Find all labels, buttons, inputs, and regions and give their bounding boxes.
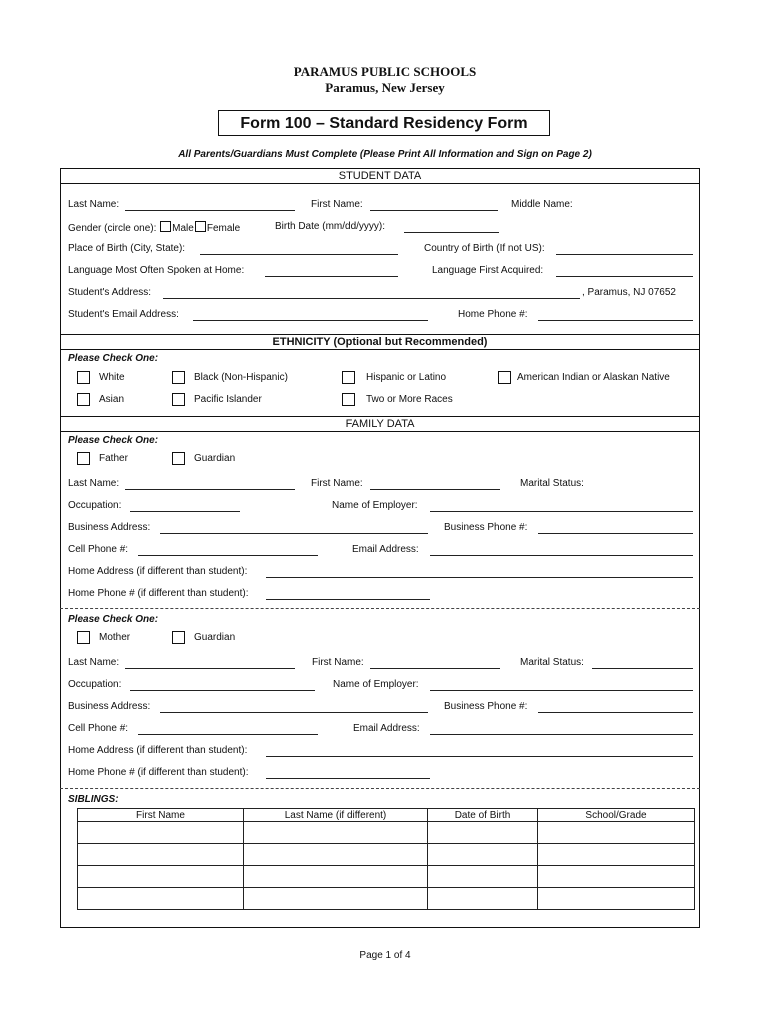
table-cell[interactable] [538,844,695,866]
parent1-home-phone-label: Home Phone # (if different than student): [68,588,249,599]
school-name: PARAMUS PUBLIC SCHOOLS [293,64,477,79]
student-first-name-field[interactable] [370,210,498,211]
siblings-header-row [78,809,695,822]
parent1-business-address-label: Business Address: [68,522,151,533]
student-last-name-label: Last Name: [68,199,120,210]
parent2-business-address-field[interactable] [160,712,428,713]
student-first-name-label: First Name: [311,199,363,210]
student-last-name-field[interactable] [125,210,295,211]
table-cell[interactable] [538,866,695,888]
student-home-phone-label: Home Phone #: [458,309,528,320]
family-data-heading: FAMILY DATA [60,416,700,432]
parent1-guardian-checkbox[interactable] [172,452,185,465]
parent2-home-address-field[interactable] [266,756,693,757]
student-data-heading: STUDENT DATA [60,168,700,184]
parent1-business-address-field[interactable] [160,533,428,534]
student-middle-name-label: Middle Name: [511,199,573,210]
female-label: Female [206,223,241,234]
parent1-cell-phone-field[interactable] [138,555,318,556]
student-address-field[interactable] [163,298,580,299]
table-cell[interactable] [244,822,428,844]
parent1-first-name-field[interactable] [370,489,500,490]
parent2-check-one: Please Check One: [68,614,159,625]
parent1-guardian-label: Guardian [194,453,236,464]
table-cell[interactable] [428,888,538,910]
parent1-check-one: Please Check One: [68,435,159,446]
birth-date-field[interactable] [404,232,499,233]
parent1-home-phone-field[interactable] [266,599,430,600]
table-cell[interactable] [78,866,244,888]
school-location: Paramus, New Jersey [325,80,445,95]
white-label: White [99,372,125,383]
parent1-marital-status-label: Marital Status: [520,478,584,489]
table-cell[interactable] [428,844,538,866]
parent1-email-field[interactable] [430,555,693,556]
father-label: Father [99,453,128,464]
american-indian-label: American Indian or Alaskan Native [517,372,670,383]
page-number: Page 1 of 4 [359,950,411,961]
hispanic-checkbox[interactable] [342,371,355,384]
parent2-business-address-label: Business Address: [68,701,151,712]
parent1-occupation-field[interactable] [130,511,240,512]
gender-label: Gender (circle one): [68,223,157,234]
pacific-islander-checkbox[interactable] [172,393,185,406]
parent2-marital-status-field[interactable] [592,668,693,669]
parent1-home-address-label: Home Address (if different than student): [68,566,248,577]
parent1-business-phone-field[interactable] [538,533,693,534]
student-home-phone-field[interactable] [538,320,693,321]
parent2-business-phone-label: Business Phone #: [444,701,528,712]
mother-label: Mother [99,632,131,643]
col-first-name: First Name [78,809,244,822]
asian-label: Asian [99,394,125,405]
asian-checkbox[interactable] [77,393,90,406]
parent1-email-label: Email Address: [352,544,419,555]
parent2-first-name-label: First Name: [312,657,364,668]
parent1-last-name-label: Last Name: [68,478,120,489]
parent2-email-field[interactable] [430,734,693,735]
student-email-label: Student's Email Address: [68,309,179,320]
col-date-of-birth: Date of Birth [428,809,538,822]
col-last-name: Last Name (if different) [244,809,428,822]
col-school-grade: School/Grade [538,809,695,822]
country-of-birth-field[interactable] [556,254,693,255]
white-checkbox[interactable] [77,371,90,384]
parent2-occupation-field[interactable] [130,690,315,691]
table-cell[interactable] [538,888,695,910]
parent2-email-label: Email Address: [353,723,420,734]
family-divider [60,608,700,609]
american-indian-checkbox[interactable] [498,371,511,384]
black-checkbox[interactable] [172,371,185,384]
two-or-more-label: Two or More Races [366,394,453,405]
parent2-occupation-label: Occupation: [68,679,122,690]
male-label: Male [172,223,194,234]
student-address-suffix: , Paramus, NJ 07652 [582,287,676,298]
parent2-marital-status-label: Marital Status: [520,657,584,668]
pacific-islander-label: Pacific Islander [194,394,262,405]
parent2-employer-field[interactable] [430,690,693,691]
siblings-table [77,808,695,910]
parent2-home-address-label: Home Address (if different than student): [68,745,248,756]
table-row [78,822,695,844]
siblings-heading: SIBLINGS: [68,794,119,805]
parent2-employer-label: Name of Employer: [333,679,419,690]
two-or-more-checkbox[interactable] [342,393,355,406]
black-label: Black (Non-Hispanic) [194,372,288,383]
language-first-field[interactable] [556,276,693,277]
parent1-employer-field[interactable] [430,511,693,512]
language-home-field[interactable] [265,276,398,277]
parent1-home-address-field[interactable] [266,577,693,578]
parent2-home-phone-label: Home Phone # (if different than student): [68,767,249,778]
instructions: All Parents/Guardians Must Complete (Please Print All Information and Sign on Page 2) [178,149,592,160]
parent2-last-name-field[interactable] [125,668,295,669]
table-cell[interactable] [78,888,244,910]
place-of-birth-label: Place of Birth (City, State): [68,243,186,254]
table-cell[interactable] [78,844,244,866]
parent1-occupation-label: Occupation: [68,500,122,511]
gender-row [68,221,240,234]
parent1-cell-phone-label: Cell Phone #: [68,544,129,555]
table-cell[interactable] [78,822,244,844]
table-cell[interactable] [244,888,428,910]
table-cell[interactable] [538,822,695,844]
parent2-last-name-label: Last Name: [68,657,120,668]
parent1-employer-label: Name of Employer: [332,500,418,511]
form-title: Form 100 – Standard Residency Form [240,115,528,132]
table-cell[interactable] [244,844,428,866]
father-checkbox[interactable] [77,452,90,465]
parent2-cell-phone-label: Cell Phone #: [68,723,129,734]
table-row [78,888,695,910]
birth-date-label: Birth Date (mm/dd/yyyy): [275,221,386,232]
country-of-birth-label: Country of Birth (If not US): [424,243,545,254]
ethnicity-check-one: Please Check One: [68,353,159,364]
table-cell[interactable] [428,866,538,888]
language-first-label: Language First Acquired: [432,265,544,276]
table-row [78,844,695,866]
male-checkbox[interactable] [160,221,171,232]
table-cell[interactable] [244,866,428,888]
student-email-field[interactable] [193,320,428,321]
parent2-guardian-label: Guardian [194,632,236,643]
table-row [78,866,695,888]
parent1-first-name-label: First Name: [311,478,363,489]
hispanic-label: Hispanic or Latino [366,372,447,383]
parent2-home-phone-field[interactable] [266,778,430,779]
parent2-business-phone-field[interactable] [538,712,693,713]
parent1-business-phone-label: Business Phone #: [444,522,528,533]
language-home-label: Language Most Often Spoken at Home: [68,265,245,276]
student-address-label: Student's Address: [68,287,152,298]
parent1-last-name-field[interactable] [125,489,295,490]
female-checkbox[interactable] [195,221,206,232]
ethnicity-heading: ETHNICITY (Optional but Recommended) [60,334,700,350]
siblings-divider [60,788,700,789]
place-of-birth-field[interactable] [200,254,398,255]
parent2-guardian-checkbox[interactable] [172,631,185,644]
parent2-cell-phone-field[interactable] [138,734,318,735]
table-cell[interactable] [428,822,538,844]
mother-checkbox[interactable] [77,631,90,644]
parent2-first-name-field[interactable] [370,668,500,669]
